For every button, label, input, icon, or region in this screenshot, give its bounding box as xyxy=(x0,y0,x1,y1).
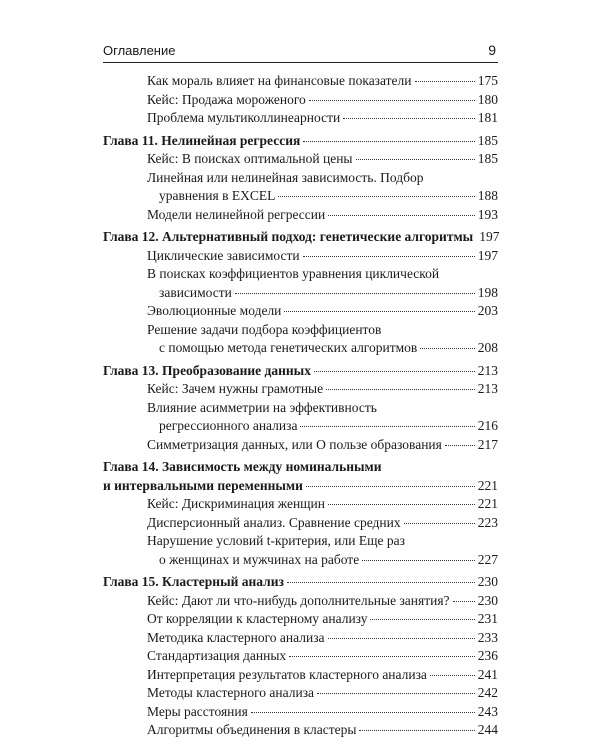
toc-page-number: 221 xyxy=(477,496,498,511)
toc-title: Кейс: В поисках оптимальной цены xyxy=(147,151,353,166)
toc-title: уравнения в EXCEL xyxy=(159,188,276,203)
dot-leader xyxy=(415,80,475,82)
toc-page-number: 180 xyxy=(477,91,498,107)
dot-leader xyxy=(362,559,475,561)
toc-title: о женщинах и мужчинах на работе xyxy=(159,551,360,567)
toc-page-number: 185 xyxy=(477,132,498,148)
toc-entry[interactable] xyxy=(103,302,498,321)
dot-leader xyxy=(303,255,475,257)
header-title: Оглавление xyxy=(103,43,176,58)
toc-entry[interactable] xyxy=(103,647,498,666)
toc-entry[interactable] xyxy=(103,532,498,569)
dot-leader xyxy=(235,292,475,294)
toc-title: Кейс: Дискриминация женщин xyxy=(147,496,326,511)
toc-title-line1: Линейная или нелинейная зависимость. Подбор xyxy=(147,169,424,185)
dot-leader xyxy=(356,158,475,160)
toc-entry[interactable] xyxy=(103,495,498,514)
toc-title: Меры расстояния xyxy=(147,703,248,719)
toc-page-number: 175 xyxy=(477,73,498,88)
dot-leader xyxy=(300,425,474,427)
toc-page-number: 223 xyxy=(477,514,498,530)
dot-leader xyxy=(328,503,475,505)
toc-title-line1: Глава 14. Зависимость между номинальными xyxy=(103,459,382,474)
toc-entry[interactable] xyxy=(103,514,498,533)
toc-title: с помощью метода генетических алгоритмов xyxy=(159,340,418,355)
toc-title: регрессионного анализа xyxy=(159,418,298,433)
toc-page-number: 243 xyxy=(477,703,498,719)
toc-page-number: 197 xyxy=(479,229,500,244)
toc-chapter[interactable] xyxy=(103,362,498,381)
toc-page-number: 208 xyxy=(477,340,498,355)
toc-title-line1: В поисках коэффициентов уравнения циклической xyxy=(147,266,440,281)
toc-page-number: 236 xyxy=(477,648,498,663)
toc-title: Стандартизация данных xyxy=(147,648,287,663)
toc-page-number: 193 xyxy=(477,206,498,222)
dot-leader xyxy=(317,692,475,694)
toc-page-number: 181 xyxy=(477,110,498,125)
dot-leader xyxy=(306,485,475,487)
toc-title: Алгоритмы объединения в кластеры xyxy=(147,722,357,737)
toc-page-number: 230 xyxy=(477,574,498,589)
toc-entry[interactable] xyxy=(103,247,498,266)
toc-title: Глава 11. Нелинейная регрессия xyxy=(103,132,301,148)
toc-page-number: 233 xyxy=(477,629,498,645)
toc-title: Дисперсионный анализ. Сравнение средних xyxy=(147,514,401,530)
dot-leader xyxy=(370,618,474,620)
toc-entry[interactable] xyxy=(103,91,498,110)
dot-leader xyxy=(303,140,474,142)
toc-title: зависимости xyxy=(159,284,232,300)
dot-leader xyxy=(326,388,475,390)
toc-entry[interactable] xyxy=(103,265,498,302)
toc-title: Кейс: Зачем нужны грамотные xyxy=(147,381,324,396)
dot-leader xyxy=(404,522,475,524)
toc-page-number: 203 xyxy=(477,303,498,318)
running-header xyxy=(103,40,498,63)
dot-leader xyxy=(314,370,475,372)
dot-leader xyxy=(359,729,474,731)
toc-page-number: 217 xyxy=(477,436,498,452)
toc-entry[interactable] xyxy=(103,629,498,648)
dot-leader xyxy=(430,674,475,676)
header-page-number: 9 xyxy=(488,42,496,58)
toc-title-line1: Решение задачи подбора коэффициентов xyxy=(147,321,382,337)
toc-entry[interactable] xyxy=(103,169,498,206)
toc-page-number: 242 xyxy=(477,685,498,700)
toc-title: Модели нелинейной регрессии xyxy=(147,206,326,222)
toc-chapter[interactable] xyxy=(103,132,498,151)
table-of-contents xyxy=(103,72,498,740)
toc-entry[interactable] xyxy=(103,72,498,91)
toc-entry[interactable] xyxy=(103,721,498,740)
toc-title: Методы кластерного анализа xyxy=(147,685,315,700)
toc-title: Кейс: Дают ли что-нибудь дополнительные занятия? xyxy=(147,592,450,608)
dot-leader xyxy=(309,99,475,101)
toc-title: Интерпретация результатов кластерного анализа xyxy=(147,666,427,682)
toc-title: Как мораль влияет на финансовые показатели xyxy=(147,73,412,88)
toc-entry[interactable] xyxy=(103,380,498,399)
toc-title: и интервальными переменными xyxy=(103,477,303,493)
toc-chapter[interactable] xyxy=(103,573,498,592)
toc-title: Глава 15. Кластерный анализ xyxy=(103,574,284,589)
toc-title: Методика кластерного анализа xyxy=(147,629,325,645)
toc-title: Циклические зависимости xyxy=(147,247,300,263)
toc-page-number: 197 xyxy=(477,247,498,263)
toc-title: Кейс: Продажа мороженого xyxy=(147,91,306,107)
toc-page-number: 241 xyxy=(477,666,498,682)
toc-title-line1: Влияние асимметрии на эффективность xyxy=(147,399,377,415)
toc-entry[interactable] xyxy=(103,666,498,685)
toc-page-number: 230 xyxy=(477,592,498,608)
toc-page-number: 216 xyxy=(477,418,498,433)
toc-title: Глава 13. Преобразование данных xyxy=(103,362,311,378)
dot-leader xyxy=(343,117,475,119)
toc-page-number: 198 xyxy=(477,284,498,300)
dot-leader xyxy=(328,214,475,216)
toc-title: Проблема мультиколлинеарности xyxy=(147,110,341,125)
toc-page-number: 185 xyxy=(477,151,498,166)
toc-title: Глава 12. Альтернативный подход: генетические алгоритмы xyxy=(103,229,474,244)
toc-page-number: 244 xyxy=(477,722,498,737)
dot-leader xyxy=(453,600,475,602)
toc-entry[interactable] xyxy=(103,592,498,611)
toc-page-number: 213 xyxy=(477,362,498,378)
toc-entry[interactable] xyxy=(103,321,498,358)
toc-entry[interactable] xyxy=(103,703,498,722)
dot-leader xyxy=(278,195,474,197)
dot-leader xyxy=(287,581,475,583)
toc-chapter[interactable] xyxy=(103,458,498,495)
dot-leader xyxy=(289,655,475,657)
toc-title: Симметризация данных, или О пользе образования xyxy=(147,436,442,452)
toc-page-number: 221 xyxy=(477,477,498,493)
toc-page-number: 213 xyxy=(477,381,498,396)
toc-entry[interactable] xyxy=(103,109,498,128)
toc-entry[interactable] xyxy=(103,436,498,455)
toc-title: От корреляции к кластерному анализу xyxy=(147,611,368,626)
toc-page-number: 227 xyxy=(477,551,498,567)
toc-entry[interactable] xyxy=(103,206,498,225)
toc-title-line1: Нарушение условий t-критерия, или Еще раз xyxy=(147,533,405,548)
dot-leader xyxy=(328,637,475,639)
dot-leader xyxy=(251,711,475,713)
dot-leader xyxy=(445,444,475,446)
toc-entry[interactable] xyxy=(103,150,498,169)
toc-entry[interactable] xyxy=(103,610,498,629)
dot-leader xyxy=(420,347,474,349)
toc-page-number: 188 xyxy=(477,188,498,203)
toc-page-number: 231 xyxy=(477,611,498,626)
toc-entry[interactable] xyxy=(103,684,498,703)
toc-entry[interactable] xyxy=(103,399,498,436)
dot-leader xyxy=(284,310,474,312)
toc-chapter[interactable] xyxy=(103,228,498,247)
toc-title: Эволюционные модели xyxy=(147,303,282,318)
